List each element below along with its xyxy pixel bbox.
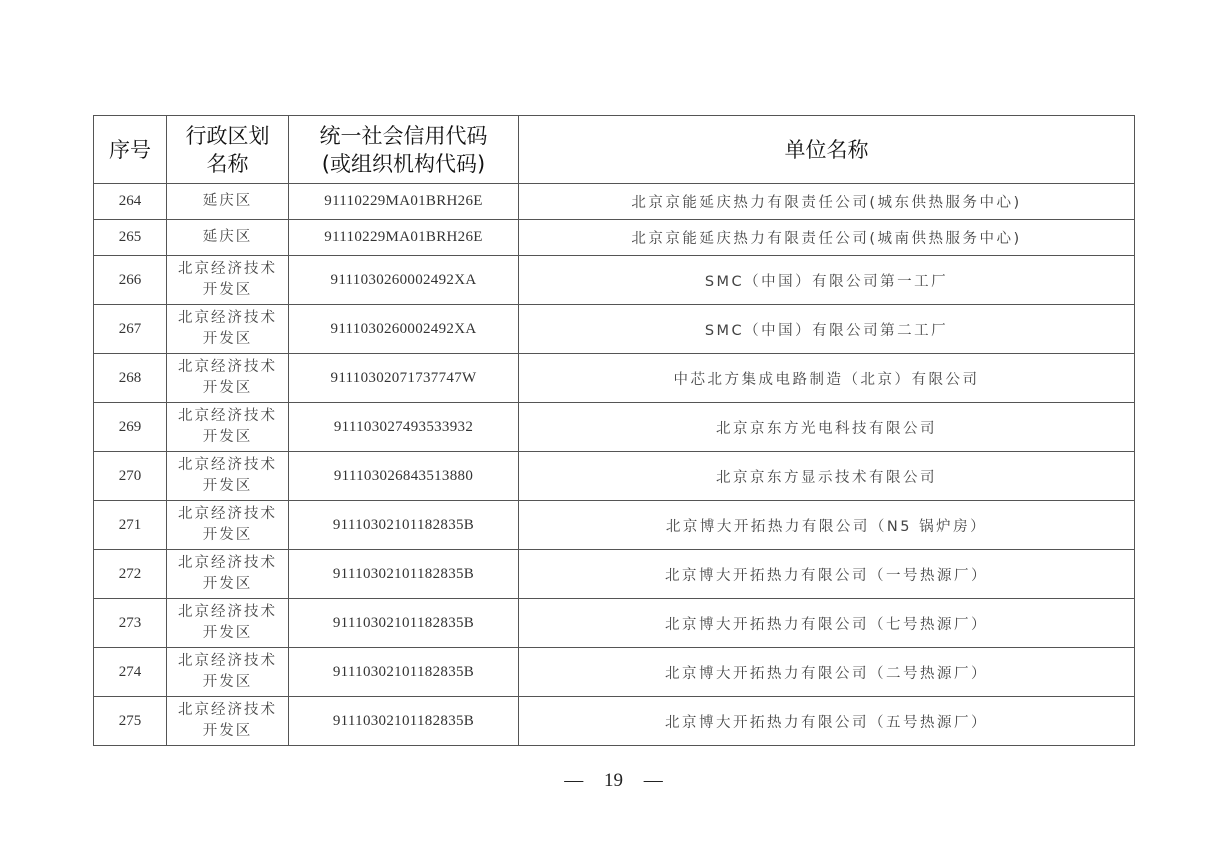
table-row: [94, 305, 1135, 354]
cell-region-line2: 开发区: [202, 331, 253, 347]
cell-name: 北京博大开拓热力有限公司（七号热源厂）: [519, 599, 1135, 648]
table-row: [94, 354, 1135, 403]
cell-name: SMC（中国）有限公司第二工厂: [519, 305, 1135, 354]
cell-name: 北京博大开拓热力有限公司（二号热源厂）: [519, 648, 1135, 697]
cell-index: 272: [94, 550, 167, 599]
cell-region: [167, 550, 289, 599]
cell-index: 268: [94, 354, 167, 403]
cell-code: 91110302071737747W: [289, 354, 519, 403]
cell-region-line2: 开发区: [202, 380, 253, 396]
header-region-line1: 行政区划: [185, 123, 270, 148]
header-name: [519, 116, 1135, 184]
cell-code: 91110302101182835B: [289, 599, 519, 648]
table-header-row: [94, 116, 1135, 184]
cell-region: [167, 305, 289, 354]
cell-code: 91110302101182835B: [289, 550, 519, 599]
cell-code: 91110302101182835B: [289, 648, 519, 697]
cell-name: 北京京东方光电科技有限公司: [519, 403, 1135, 452]
cell-name: 北京京东方显示技术有限公司: [519, 452, 1135, 501]
cell-region-line2: 开发区: [202, 576, 253, 592]
cell-index: 264: [94, 184, 167, 220]
page-number: 19: [604, 770, 623, 791]
cell-region-line2: 开发区: [202, 282, 253, 298]
cell-region-line1: 北京经济技术: [178, 310, 277, 326]
cell-code: 91110229MA01BRH26E: [289, 184, 519, 220]
header-code: [289, 116, 519, 184]
cell-index: 267: [94, 305, 167, 354]
header-region-line2: 名称: [206, 151, 249, 176]
cell-region-line2: 开发区: [202, 527, 253, 543]
table-row: [94, 452, 1135, 501]
cell-index: 273: [94, 599, 167, 648]
cell-code: 911103026843513880: [289, 452, 519, 501]
header-index-label: 序号: [109, 137, 151, 162]
table-row: [94, 256, 1135, 305]
cell-region-line2: 开发区: [202, 478, 253, 494]
cell-code: 91110302101182835B: [289, 697, 519, 746]
cell-region-line1: 延庆区: [202, 193, 253, 209]
table-row: [94, 697, 1135, 746]
cell-region: [167, 256, 289, 305]
cell-region: [167, 648, 289, 697]
table-row: [94, 220, 1135, 256]
cell-region-line1: 北京经济技术: [178, 457, 277, 473]
table-row: [94, 403, 1135, 452]
footer-dash-left: —: [564, 770, 584, 791]
enterprise-list-table: [93, 115, 1135, 746]
header-name-label: 单位名称: [784, 137, 869, 162]
cell-region: [167, 220, 289, 256]
table-row: [94, 599, 1135, 648]
header-region: [167, 116, 289, 184]
cell-code: 91110229MA01BRH26E: [289, 220, 519, 256]
cell-region-line1: 北京经济技术: [178, 604, 277, 620]
table-row: [94, 501, 1135, 550]
cell-name: 中芯北方集成电路制造（北京）有限公司: [519, 354, 1135, 403]
cell-region: [167, 354, 289, 403]
cell-region: [167, 452, 289, 501]
page-footer: [0, 770, 1227, 792]
cell-region-line2: 开发区: [202, 429, 253, 445]
cell-index: 271: [94, 501, 167, 550]
cell-region-line1: 北京经济技术: [178, 408, 277, 424]
cell-code: 91110302101182835B: [289, 501, 519, 550]
table-row: [94, 648, 1135, 697]
cell-region-line1: 北京经济技术: [178, 506, 277, 522]
cell-name: 北京博大开拓热力有限公司（一号热源厂）: [519, 550, 1135, 599]
footer-dash-right: —: [643, 770, 663, 791]
header-code-line1: 统一社会信用代码: [319, 123, 488, 148]
header-code-line2: (或组织机构代码): [321, 151, 486, 176]
cell-index: 265: [94, 220, 167, 256]
cell-name: 北京京能延庆热力有限责任公司(城东供热服务中心): [519, 184, 1135, 220]
cell-index: 269: [94, 403, 167, 452]
cell-region-line2: 开发区: [202, 625, 253, 641]
cell-region-line2: 开发区: [202, 674, 253, 690]
cell-code: 911103027493533932: [289, 403, 519, 452]
cell-name: 北京京能延庆热力有限责任公司(城南供热服务中心): [519, 220, 1135, 256]
cell-region-line1: 北京经济技术: [178, 702, 277, 718]
cell-region: [167, 697, 289, 746]
table-row: [94, 550, 1135, 599]
cell-index: 270: [94, 452, 167, 501]
cell-name: 北京博大开拓热力有限公司（五号热源厂）: [519, 697, 1135, 746]
cell-region-line1: 北京经济技术: [178, 359, 277, 375]
cell-region: [167, 403, 289, 452]
cell-region-line1: 延庆区: [202, 229, 253, 245]
cell-region-line1: 北京经济技术: [178, 555, 277, 571]
cell-region: [167, 184, 289, 220]
cell-region: [167, 599, 289, 648]
cell-region-line1: 北京经济技术: [178, 653, 277, 669]
table-row: [94, 184, 1135, 220]
cell-code: 9111030260002492XA: [289, 305, 519, 354]
header-index: [94, 116, 167, 184]
cell-region-line1: 北京经济技术: [178, 261, 277, 277]
cell-region-line2: 开发区: [202, 723, 253, 739]
cell-index: 266: [94, 256, 167, 305]
cell-name: 北京博大开拓热力有限公司（N5 锅炉房）: [519, 501, 1135, 550]
cell-name: SMC（中国）有限公司第一工厂: [519, 256, 1135, 305]
cell-region: [167, 501, 289, 550]
cell-index: 275: [94, 697, 167, 746]
cell-index: 274: [94, 648, 167, 697]
cell-code: 9111030260002492XA: [289, 256, 519, 305]
